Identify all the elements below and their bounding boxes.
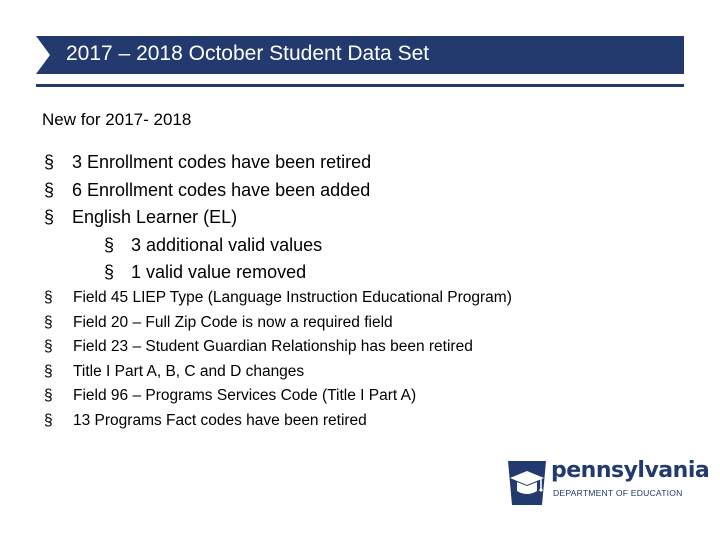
list-item-text: 6 Enrollment codes have been added: [72, 179, 371, 200]
bullet-icon: §: [104, 234, 115, 255]
list-item-text: Field 96 – Programs Services Code (Title I Part A): [73, 387, 417, 405]
bullet-icon: §: [44, 411, 53, 429]
title-divider: [36, 84, 684, 87]
list-item-text: 3 additional valid values: [131, 234, 323, 255]
slide-subtitle: New for 2017- 2018: [42, 110, 192, 129]
list-item-text: 1 valid value removed: [131, 262, 307, 282]
bullet-icon: §: [44, 179, 55, 200]
list-item-text: English Learner (EL): [72, 207, 238, 227]
list-item-text: Title I Part A, B, C and D changes: [73, 362, 305, 380]
list-item-text: Field 23 – Student Guardian Relationship has been retired: [73, 338, 473, 356]
title-bar-arrow-notch: [36, 36, 50, 74]
bullet-icon: §: [44, 362, 53, 380]
bullet-icon: §: [44, 207, 55, 227]
list-item-text: Field 45 LIEP Type (Language Instruction Educational Program): [73, 289, 512, 306]
bullet-icon: §: [44, 313, 53, 331]
bullet-icon: §: [44, 338, 53, 356]
title-bar: [36, 36, 684, 74]
bullet-icon: §: [104, 262, 115, 282]
logo-wordmark: pennsylvania: [551, 458, 710, 483]
list-item-text: 3 Enrollment codes have been retired: [72, 152, 372, 172]
bullet-icon: §: [44, 152, 55, 172]
list-item-text: Field 20 – Full Zip Code is now a required field: [73, 313, 393, 331]
bullet-icon: §: [44, 289, 53, 306]
keystone-graduation-cap-icon: [505, 460, 549, 506]
list-item-text: 13 Programs Fact codes have been retired: [73, 411, 367, 429]
bullet-icon: §: [44, 387, 53, 405]
slide-title: 2017 – 2018 October Student Data Set: [66, 42, 430, 65]
logo-department: DEPARTMENT OF EDUCATION: [553, 488, 683, 498]
pa-education-logo: [505, 458, 710, 506]
